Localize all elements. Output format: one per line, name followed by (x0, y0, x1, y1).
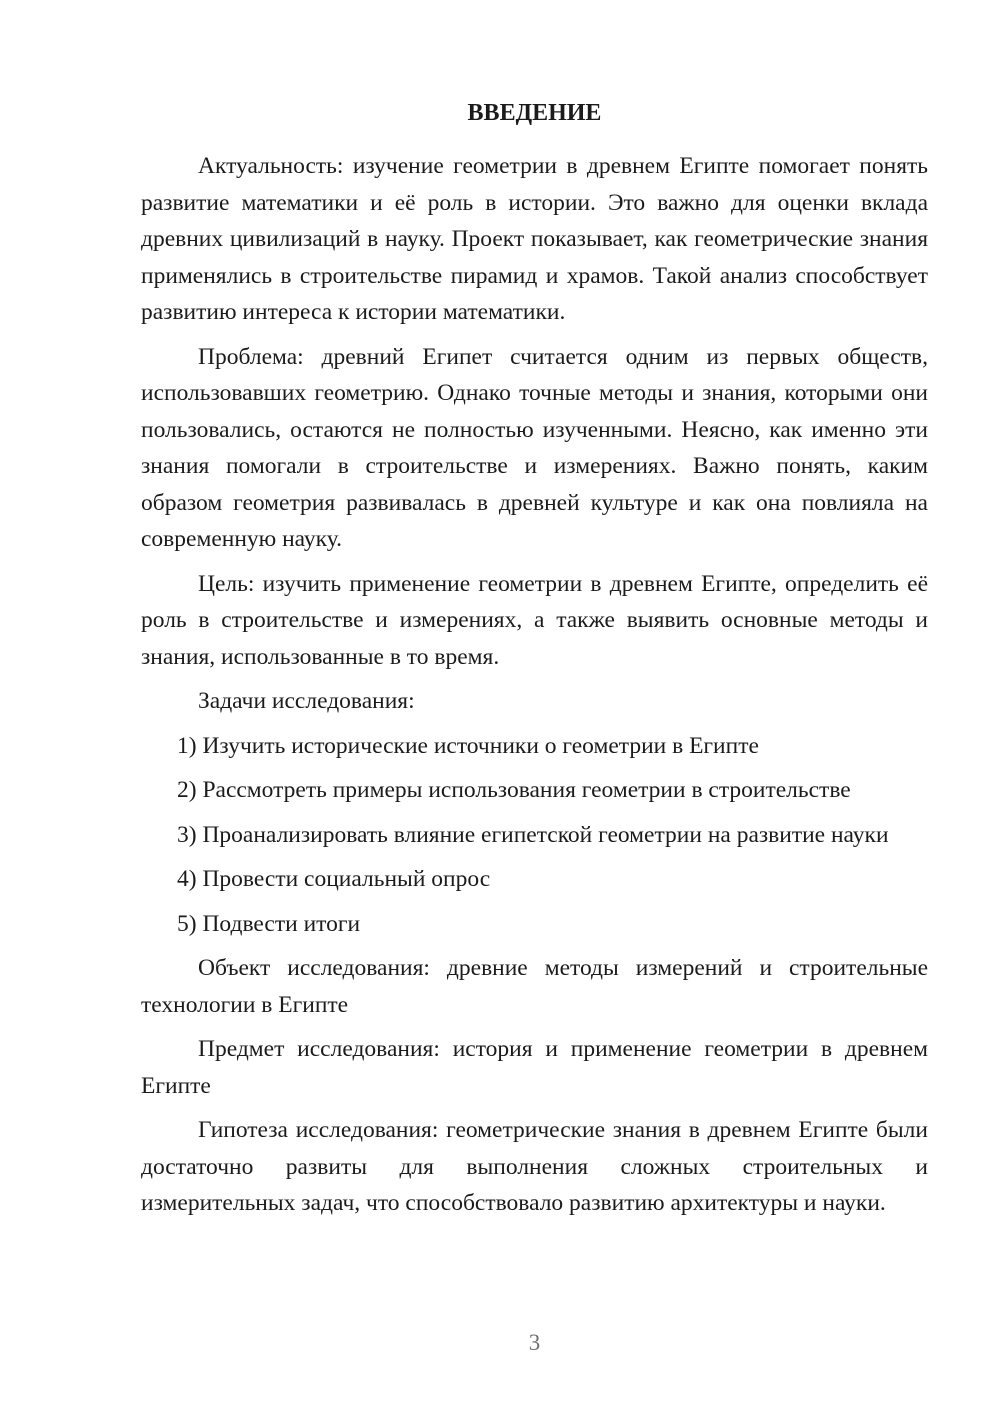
task-item-2: 2) Рассмотреть примеры использования геометрии в строительстве (177, 777, 851, 803)
paragraph-object: Объект исследования: древние методы измерений и строительные технологии в Египте (141, 955, 928, 1018)
section-title: ВВЕДЕНИЕ (467, 100, 602, 126)
paragraph-tasks-heading: Задачи исследования: (198, 688, 415, 714)
paragraph-goal: Цель: изучить применение геометрии в древнем Египте, определить её роль в строительстве и измерениях, а также выявить основные методы и знания, использованные в то время. (141, 570, 928, 670)
paragraph-hypothesis: Гипотеза исследования: геометрические знания в древнем Египте были достаточно развиты для выполнения сложных строительных и измерительных задач, что способствовало развитию архитектуры и науки. (141, 1117, 928, 1216)
task-item-5: 5) Подвести итоги (177, 910, 361, 937)
task-item-4: 4) Провести социальный опрос (177, 866, 491, 892)
page-content (141, 95, 928, 1230)
paragraph-subject: Предмет исследования: история и применение геометрии в древнем Египте (141, 1036, 928, 1099)
paragraph-relevance: Актуальность: изучение геометрии в древнем Египте помогает понять развитие математики и её роль в истории. Это важно для оценки вклада древних цивилизаций в науку. Проект показывает, как геометрические знания применялись в строительстве пирамид и храмов. Такой анализ способствует развитию интереса к истории математики. (141, 153, 928, 325)
task-item-1: 1) Изучить исторические источники о геометрии в Египте (177, 732, 759, 759)
paragraph-problem: Проблема: древний Египет считается одним из первых обществ, использовавших геометрию. Однако точные методы и знания, которыми они пользовались, остаются не полностью изученными. Неясно, как именно эти знания помогали в строительстве и измерениях. Важно понять, каким образом геометрия развивалась в древней культуре и как она повлияла на современную науку. (141, 343, 928, 552)
task-item-3: 3) Проанализировать влияние египетской геометрии на развитие науки (177, 821, 889, 848)
page-number: 3 (528, 1330, 541, 1355)
